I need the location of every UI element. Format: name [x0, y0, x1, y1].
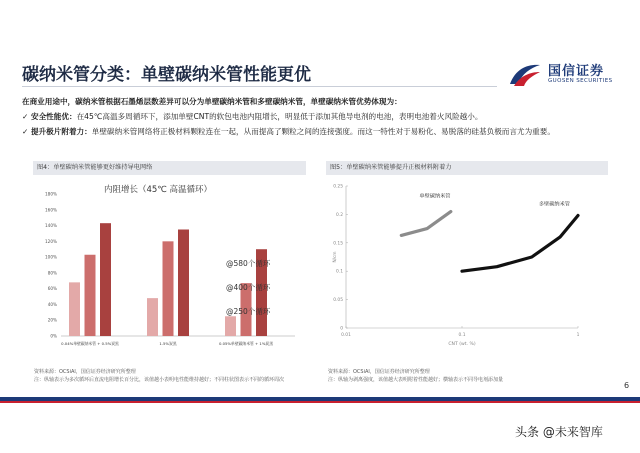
- y-tick-label: 0.2: [336, 212, 343, 218]
- title-divider: [22, 86, 497, 87]
- series-label: @250个循环: [226, 307, 271, 316]
- figure4-source: [34, 368, 304, 384]
- company-logo: [508, 58, 630, 94]
- figure4-caption: 图4：单壁碳纳米管能够更好维持导电网络: [33, 161, 306, 175]
- bar: [85, 255, 96, 336]
- y-tick-label: 0%: [50, 333, 57, 339]
- bullet-text: 在45℃高温多周循环下，添加单壁CNT的软包电池内阻增长，明显低于添加其他导电剂的电池，表明电池着火风险越小。: [76, 112, 483, 121]
- page-title: 碳纳米管分类：单壁碳纳米管性能更优: [22, 65, 311, 85]
- page-number: 6: [624, 381, 630, 390]
- y-tick-label: 0.15: [333, 241, 343, 247]
- series-label: @400个循环: [226, 283, 271, 292]
- footer-bar-red: [0, 401, 640, 403]
- x-tick-label: 1: [576, 333, 580, 338]
- source-line: 资料来源：OCSiAl，国信证券经济研究所整理: [34, 369, 136, 375]
- x-axis-label: CNT (wt. %): [448, 342, 476, 347]
- line-chart: [326, 176, 608, 358]
- y-tick-label: 0.25: [333, 184, 343, 190]
- y-tick-label: 160%: [45, 207, 57, 213]
- intro-text: 在商业用途中，碳纳米管根据石墨烯层数差异可以分为单壁碳纳米管和多壁碳纳米管，单壁碳纳米管优势体现为：: [22, 97, 402, 106]
- series-label: 单壁碳纳米管: [419, 193, 451, 200]
- y-axis-label: N/cm: [332, 251, 337, 263]
- bullet-label: 提升极片附着力：: [31, 127, 92, 136]
- check-icon: ✓: [22, 127, 29, 136]
- y-tick-label: 0.05: [333, 298, 343, 304]
- check-icon: ✓: [22, 112, 29, 121]
- y-tick-label: 60%: [47, 286, 57, 292]
- y-tick-label: 120%: [45, 238, 57, 244]
- bar: [69, 282, 80, 336]
- logo-name-cn: 国信证券: [548, 64, 605, 79]
- y-tick-label: 0.1: [336, 269, 343, 275]
- bar: [163, 241, 174, 336]
- logo-name-en: GUOSEN SECURITIES: [548, 78, 613, 84]
- watermark: 头条 @未来智库: [515, 425, 603, 439]
- y-tick-label: 100%: [45, 254, 57, 260]
- y-tick-label: 20%: [47, 317, 57, 323]
- bullet-item: [22, 124, 622, 139]
- bullet-label: 安全性能优：: [31, 112, 77, 121]
- y-tick-label: 40%: [47, 301, 57, 307]
- bar: [178, 230, 189, 337]
- bar: [225, 316, 236, 336]
- bar-chart: [33, 176, 306, 358]
- body-text: [22, 94, 622, 139]
- y-tick-label: 180%: [45, 191, 57, 197]
- x-tick-label: 0.05%单壁碳纳米管 + 1%炭黑: [218, 341, 274, 346]
- x-tick-label: 0.04%单壁碳纳米管 + 0.5%炭黑: [61, 341, 119, 346]
- source-note: 注：纵轴表示为多次循环后直流电阻增长百分比，该值越小表明电性能维持越好；不同柱状图表示不同的循环周次: [34, 377, 285, 383]
- bullet-text: 单壁碳纳米管网络将正极材料颗粒连在一起，从而提高了颗粒之间的连接强度。而这一特性对于易粉化、易脱落的硅基负极而言尤为重要。: [91, 127, 555, 136]
- x-tick-label: 0.01: [341, 333, 351, 338]
- x-tick-label: 0.1: [458, 333, 466, 338]
- series-label: @580个循环: [226, 259, 271, 268]
- y-tick-label: 80%: [47, 270, 57, 276]
- bullet-item: [22, 109, 622, 124]
- source-note: 注：纵轴为剥离强度，该值越大表明附着性能越好；横轴表示不同导电剂添加量: [328, 377, 504, 383]
- y-tick-label: 140%: [45, 223, 57, 229]
- source-line: 资料来源：OCSiAl，国信证券经济研究所整理: [328, 369, 430, 375]
- figure5-caption: 图5：单壁碳纳米管能够提升正极材料附着力: [326, 161, 608, 175]
- figure5-source: [328, 368, 598, 384]
- bar: [100, 223, 111, 336]
- bar: [147, 298, 158, 336]
- logo-icon: [508, 62, 542, 88]
- chart-title: 内阻增长（45℃ 高温循环）: [103, 185, 213, 195]
- series-label: 多壁碳纳米管: [538, 201, 570, 208]
- x-tick-label: 1.5%炭黑: [159, 341, 177, 346]
- y-tick-label: 0: [340, 326, 343, 332]
